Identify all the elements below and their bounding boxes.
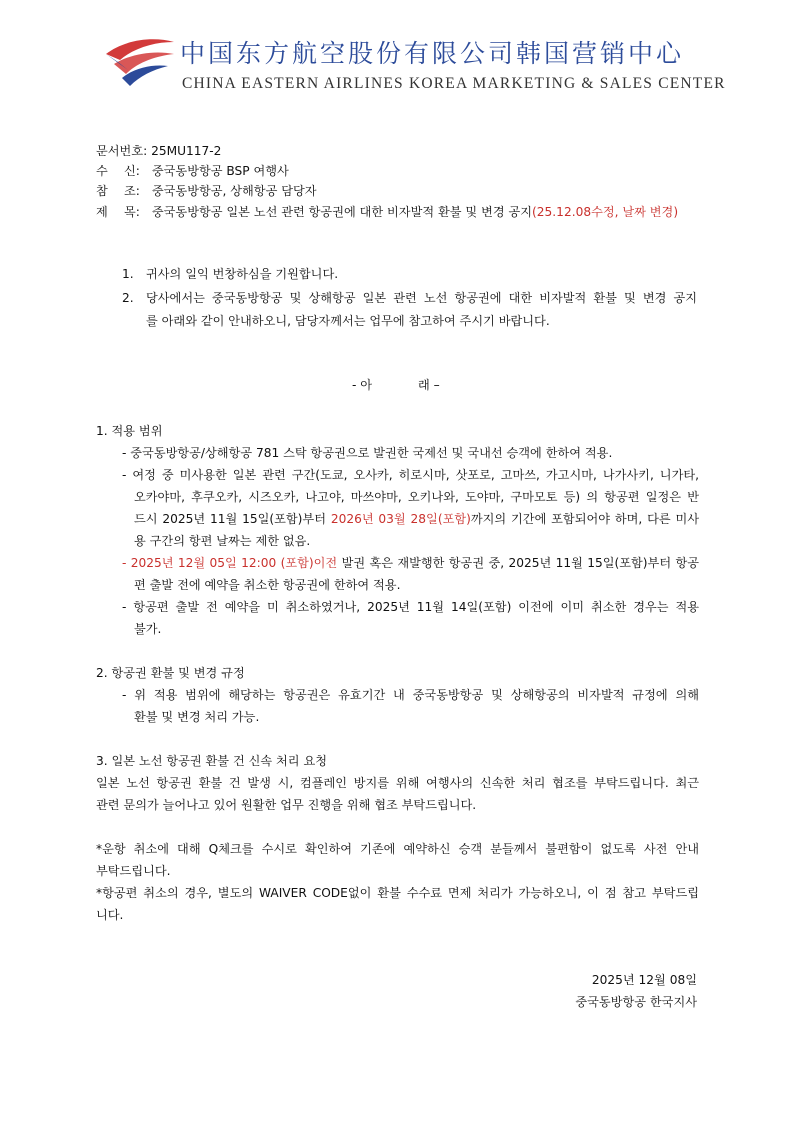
divider-left: - 아 — [352, 378, 373, 392]
section-1-bullet-4-line-1: - 항공편 출발 전 예약을 미 취소하였거나, 2025년 11월 14일(포함) 이전에 이미 취소한 경우는 적용 — [122, 600, 699, 614]
section-3-title: 3. 일본 노선 항공권 환불 건 신속 처리 요청 — [96, 754, 327, 768]
subject-revision-note: (25.12.08수정, 날짜 변경) — [532, 205, 679, 219]
recipient-line — [96, 164, 289, 179]
section-1-bullet-2-line-3 — [134, 512, 699, 527]
reference-label-2: 조: — [124, 184, 140, 198]
section-3-paragraph-line-1: 일본 노선 항공권 환불 건 발생 시, 컴플레인 방지를 위해 여행사의 신속한 처리 협조를 부탁드립니다. 최근 — [96, 776, 699, 790]
company-name-chinese: 中国东方航空股份有限公司韩国营销中心 — [180, 39, 685, 68]
issue-date: 2025년 12월 08일 — [591, 973, 697, 987]
intro-item-2-number: 2. — [122, 291, 134, 305]
section-2-bullet-1-line-1: - 위 적용 범위에 해당하는 항공권은 유효기간 내 중국동방항공 및 상해항공의 비자발적 규정에 의해 — [122, 688, 699, 702]
divider-right: 래 – — [418, 378, 440, 392]
recipient-value: 중국동방항공 BSP 여행사 — [151, 164, 289, 178]
recipient-label-1: 수 — [96, 164, 108, 178]
section-1-bullet-2-line-4: 용 구간의 항편 날짜는 제한 없음. — [134, 534, 311, 548]
section-1-period-text: 까지의 기간에 포함되어야 하며, 다른 미사 — [470, 512, 700, 526]
reference-line — [96, 184, 317, 199]
section-1-issue-deadline: - 2025년 12월 05일 12:00 (포함)이전 — [122, 556, 338, 570]
note-1-line-1: *운항 취소에 대해 Q체크를 수시로 확인하여 기존에 예약하신 승객 분들께서 불편함이 없도록 사전 안내 — [96, 842, 699, 856]
section-2-title: 2. 항공권 환불 및 변경 규정 — [96, 666, 245, 680]
section-1-bullet-3-line-1 — [122, 556, 699, 571]
section-1-bullet-4-line-2: 불가. — [134, 622, 162, 636]
section-1-date-end: 2026년 03월 28일(포함) — [330, 512, 471, 526]
subject-label-2: 목: — [124, 205, 140, 219]
signer: 중국동방항공 한국지사 — [575, 995, 697, 1009]
section-1-issue-text: 발권 혹은 재발행한 항공권 중, 2025년 11월 15일(포함)부터 항공 — [337, 556, 699, 570]
recipient-label-2: 신: — [124, 164, 140, 178]
section-1-bullet-1: - 중국동방항공/상해항공 781 스탁 항공권으로 발권한 국제선 및 국내선 승객에 한하여 적용. — [122, 446, 613, 460]
document-number: 문서번호: 25MU117-2 — [96, 144, 222, 158]
note-1-line-2: 부탁드립니다. — [96, 864, 171, 878]
intro-item-1: 귀사의 일익 번창하심을 기원합니다. — [146, 267, 339, 281]
reference-value: 중국동방항공, 상해항공 담당자 — [151, 184, 317, 198]
note-2-line-2: 니다. — [96, 908, 124, 922]
subject-label-1: 제 — [96, 205, 108, 219]
reference-label-1: 참 — [96, 184, 108, 198]
section-1-bullet-2-line-1: - 여정 중 미사용한 일본 관련 구간(도쿄, 오사카, 히로시마, 삿포로, 고마쓰, 가고시마, 나가사키, 니가타, — [122, 468, 699, 482]
section-1-bullet-3-line-2: 편 출발 전에 예약을 취소한 항공권에 한하여 적용. — [134, 578, 401, 592]
intro-item-1-number: 1. — [122, 267, 134, 281]
section-1-bullet-2-line-2: 오카야마, 후쿠오카, 시즈오카, 나고야, 마쓰야마, 오키나와, 도야마, 구마모토 등) 의 항공편 일정은 반 — [134, 490, 699, 504]
subject-value: 중국동방항공 일본 노선 관련 항공권에 대한 비자발적 환불 및 변경 공지 — [151, 205, 533, 219]
subject-line — [96, 205, 678, 220]
china-eastern-logo — [104, 34, 176, 88]
section-1-title: 1. 적용 범위 — [96, 424, 163, 438]
section-3-paragraph-line-2: 관련 문의가 늘어나고 있어 원활한 업무 진행을 위해 협조 부탁드립니다. — [96, 798, 477, 812]
intro-item-2-line-2: 를 아래와 같이 안내하오니, 담당자께서는 업무에 참고하여 주시기 바랍니다. — [146, 314, 550, 328]
section-2-bullet-1-line-2: 환불 및 변경 처리 가능. — [134, 710, 260, 724]
note-2-line-1: *항공편 취소의 경우, 별도의 WAIVER CODE없이 환불 수수료 면제 처리가 가능하오니, 이 점 참고 부탁드립 — [96, 886, 699, 900]
section-1-date-start: 드시 2025년 11월 15일(포함)부터 — [134, 512, 331, 526]
intro-item-2-line-1: 당사에서는 중국동방항공 및 상해항공 일본 관련 노선 항공권에 대한 비자발적 환불 및 변경 공지 — [146, 291, 697, 305]
company-name-english: CHINA EASTERN AIRLINES KOREA MARKETING & SALES CENTER — [182, 75, 726, 92]
